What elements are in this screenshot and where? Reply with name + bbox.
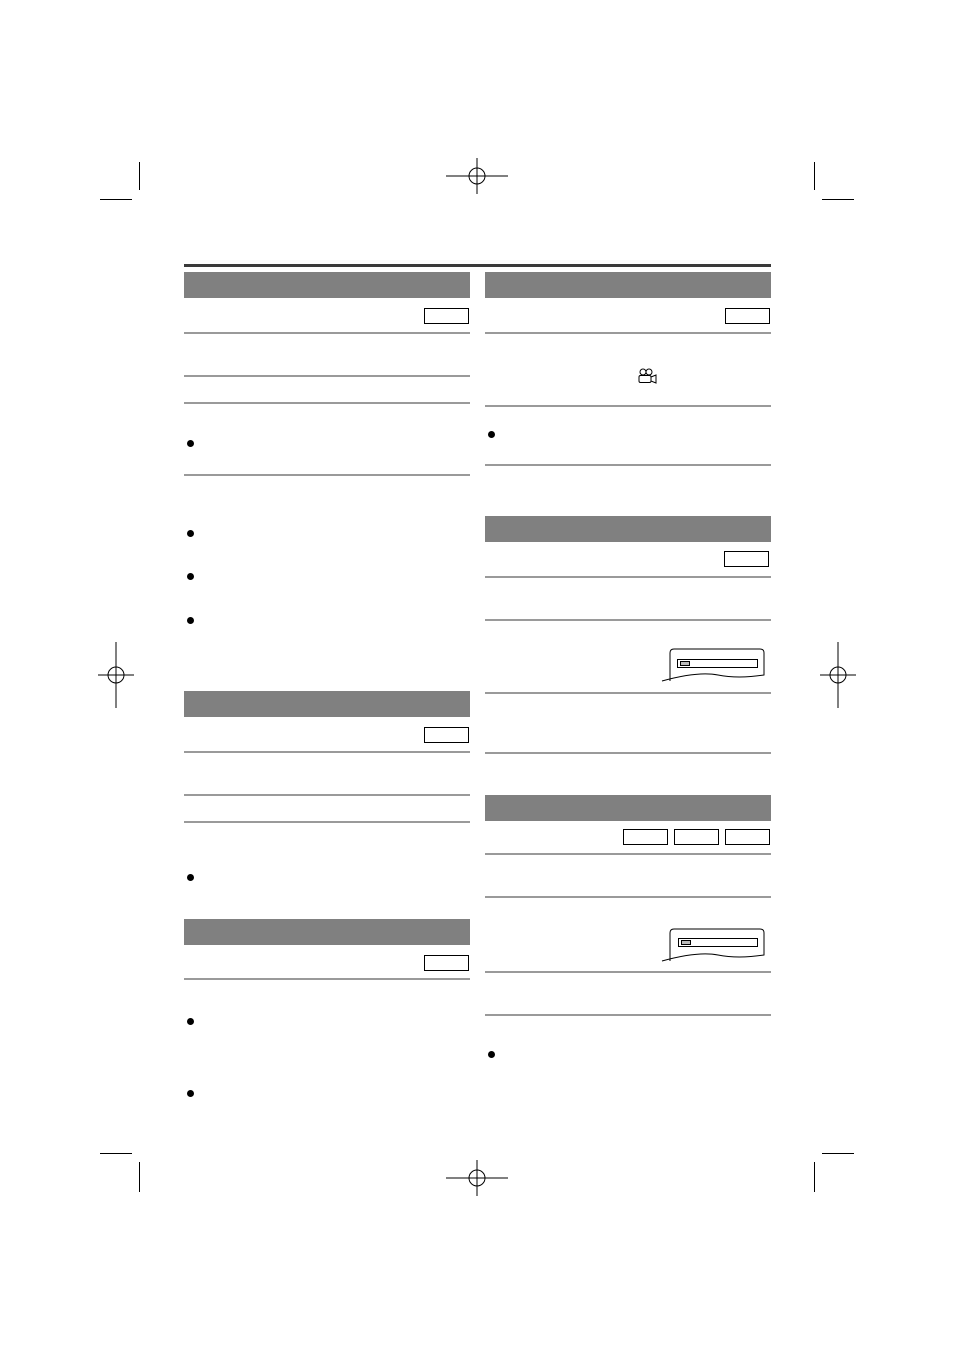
step-divider [485, 896, 771, 898]
registration-mark-icon [446, 1160, 508, 1196]
disc-type-badge [725, 308, 770, 324]
step-divider [485, 752, 771, 754]
registration-mark-icon [446, 158, 508, 194]
section-header [485, 516, 771, 542]
step-divider [184, 474, 470, 476]
disc-type-badge [623, 829, 668, 845]
step-divider [184, 821, 470, 823]
crop-mark [100, 199, 132, 200]
registration-mark-icon [820, 642, 856, 708]
step-divider [485, 405, 771, 407]
crop-mark [139, 1162, 140, 1192]
step-divider [485, 971, 771, 973]
section-header [184, 691, 470, 717]
crop-mark [822, 199, 854, 200]
section-header [485, 272, 771, 298]
bullet-point [488, 1051, 495, 1058]
section-header [485, 795, 771, 821]
step-divider [485, 692, 771, 694]
step-divider [485, 464, 771, 466]
step-divider [485, 1014, 771, 1016]
step-divider [485, 619, 771, 621]
bullet-point [187, 440, 194, 447]
step-divider [184, 794, 470, 796]
movie-camera-icon [637, 368, 657, 384]
disc-type-badge [424, 308, 469, 324]
step-divider [184, 751, 470, 753]
osd-disc-icon [680, 661, 690, 666]
bullet-point [187, 617, 194, 624]
crop-mark [814, 1162, 815, 1192]
disc-type-badge [424, 727, 469, 743]
registration-mark-icon [98, 642, 134, 708]
disc-type-badge [725, 829, 770, 845]
step-divider [485, 576, 771, 578]
crop-mark [822, 1153, 854, 1154]
step-divider [485, 853, 771, 855]
crop-mark [139, 162, 140, 190]
bullet-point [187, 530, 194, 537]
step-divider [184, 375, 470, 377]
bullet-point [187, 874, 194, 881]
disc-type-badge [424, 955, 469, 971]
disc-type-badge [724, 551, 769, 567]
crop-mark [100, 1153, 132, 1154]
bullet-point [187, 1090, 194, 1097]
page-top-bar [184, 264, 771, 267]
bullet-point [488, 431, 495, 438]
step-divider [184, 978, 470, 980]
section-header [184, 272, 470, 298]
bullet-point [187, 573, 194, 580]
step-divider [184, 332, 470, 334]
section-header [184, 919, 470, 945]
osd-disc-icon [681, 940, 691, 945]
disc-type-badge [674, 829, 719, 845]
step-divider [485, 332, 771, 334]
step-divider [184, 402, 470, 404]
crop-mark [814, 162, 815, 190]
bullet-point [187, 1018, 194, 1025]
